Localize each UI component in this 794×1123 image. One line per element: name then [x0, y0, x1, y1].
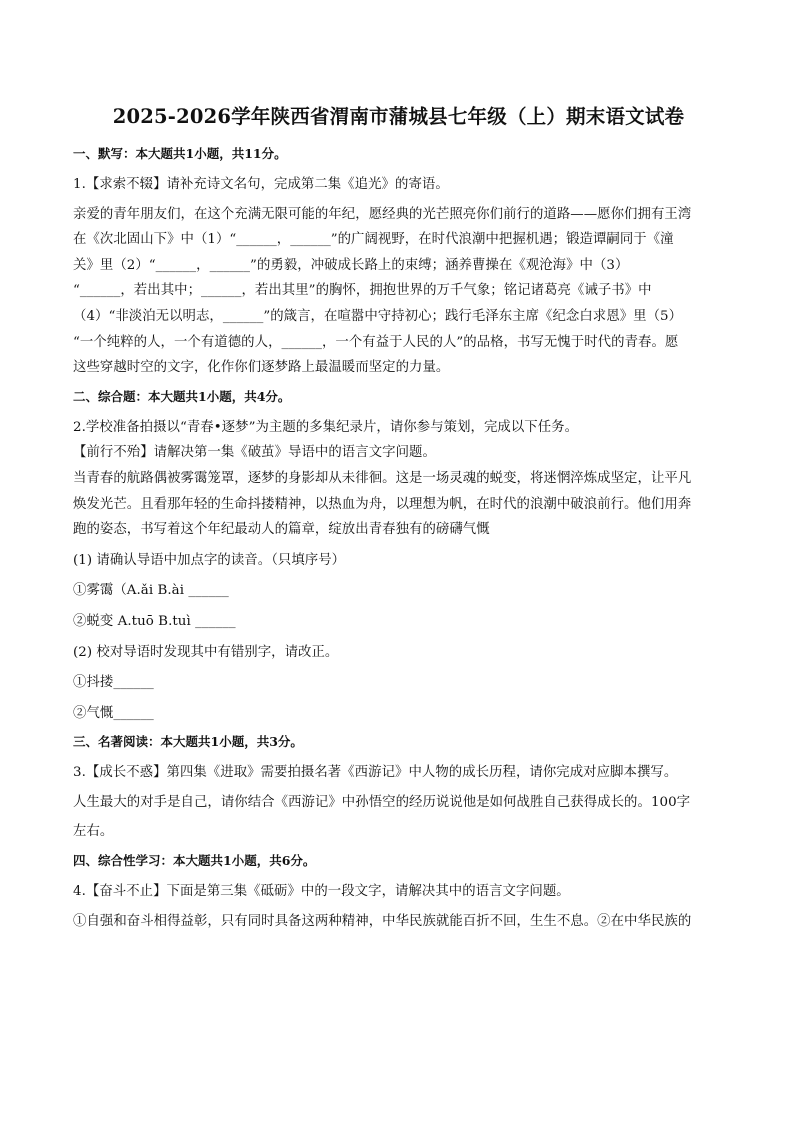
question-2-sub1-a: ①雾霭（A.ǎi B.ài ______ — [73, 583, 229, 599]
question-1-line: “一个纯粹的人，一个有道德的人，______，一个有益于人民的人”的品格，书写无愧于时代的青春。愿 — [73, 334, 679, 350]
question-2-sub2-a: ①抖搂______ — [73, 675, 154, 691]
section-heading-4: 四、综合性学习：本大题共1小题，共6分。 — [73, 853, 316, 869]
question-2-sub1: (1) 请确认导语中加点字的读音。（只填序号） — [73, 552, 346, 568]
question-2-passage-line: 当青春的航路偶被雾霭笼罩，逐梦的身影却从未徘徊。这是一场灵魂的蜕变，将迷惘淬炼成坚定，让平凡 — [73, 470, 692, 486]
question-2-passage-line: 焕发光芒。且看那年轻的生命抖搂精神，以热血为舟，以理想为帆，在时代的浪潮中破浪前行。他们用奔 — [73, 496, 692, 512]
question-2-sub1-b: ②蜕变 A.tuō B.tuì ______ — [73, 613, 236, 629]
exam-title: 2025-2026学年陕西省渭南市蒲城县七年级（上）期末语文试卷 — [112, 105, 685, 128]
question-4-intro: 4.【奋斗不止】下面是第三集《砥砺》中的一段文字，请解决其中的语言文字问题。 — [73, 884, 570, 900]
question-1-line: 在《次北固山下》中（1）“______，______”的广阔视野，在时代浪潮中把握机遇；锻造谭嗣同于《潼 — [73, 232, 674, 248]
question-2-passage-line: 跑的姿态，书写着这个年纪最动人的篇章，绽放出青春独有的磅礴气慨 — [73, 522, 490, 538]
section-heading-3: 三、名著阅读：本大题共1小题，共3分。 — [73, 734, 303, 750]
question-3-line: 左右。 — [73, 824, 114, 840]
question-1-line: 关》里（2）“______，______”的勇毅，冲破成长路上的束缚；涵养曹操在《观沧海》中（3） — [73, 257, 629, 273]
question-3-intro: 3.【成长不惑】第四集《进取》需要拍摄名著《西游记》中人物的成长历程，请你完成对应脚本撰写。 — [73, 765, 678, 781]
section-heading-1: 一、默写：本大题共1小题，共11分。 — [73, 146, 287, 161]
question-1-line: （4）“非淡泊无以明志，______”的箴言，在喧嚣中守持初心；践行毛泽东主席《纪念白求恩》里（5） — [73, 308, 683, 324]
section-heading-2: 二、综合题：本大题共1小题，共4分。 — [73, 388, 291, 404]
question-2-sub2: (2) 校对导语时发现其中有错别字，请改正。 — [73, 644, 339, 660]
question-4-line: ①自强和奋斗相得益彰，只有同时具备这两种精神，中华民族就能百折不回，生生不息。②在中华民族的 — [73, 913, 692, 929]
question-1-line: “______，若出其中；______，若出其里”的胸怀，拥抱世界的万千气象；铭记诸葛亮《诫子书》中 — [73, 283, 652, 299]
question-2-intro: 2.学校准备拍摄以“青春•逐梦”为主题的多集纪录片，请你参与策划，完成以下任务。 — [73, 419, 579, 435]
question-3-line: 人生最大的对手是自己，请你结合《西游记》中孙悟空的经历说说他是如何战胜自己获得成长的。100字 — [73, 794, 691, 810]
question-2-task: 【前行不殆】请解决第一集《破茧》导语中的语言文字问题。 — [73, 445, 436, 461]
question-2-sub2-b: ②气慨______ — [73, 705, 154, 721]
question-1-line: 亲爱的青年朋友们，在这个充满无限可能的年纪，愿经典的光芒照亮你们前行的道路——愿你们拥有王湾 — [73, 206, 692, 222]
question-1-line: 这些穿越时空的文字，化作你们逐梦路上最温暖而坚定的力量。 — [73, 360, 450, 376]
question-1-intro: 1.【求索不辍】请补充诗文名句，完成第二集《追光》的寄语。 — [73, 177, 449, 192]
